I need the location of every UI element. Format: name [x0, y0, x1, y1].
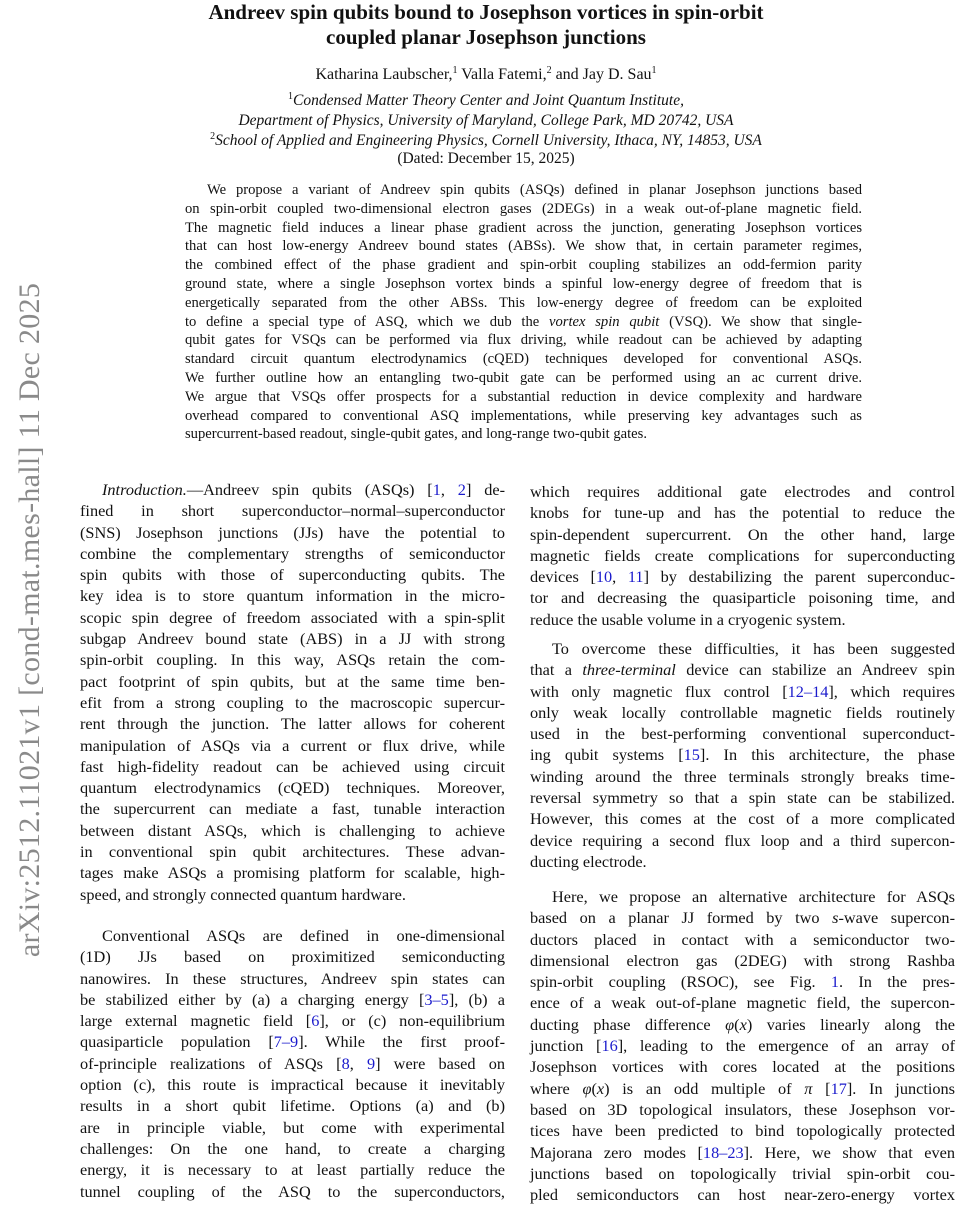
citation-link[interactable]: 1 [830, 972, 839, 992]
text-line [530, 566, 955, 587]
text-segment: ( [734, 1014, 740, 1034]
citation-link[interactable]: 7–9 [273, 1032, 299, 1052]
text-line: manipulation of ASQs via a current or flux drive, while [80, 735, 505, 755]
text-segment: [ [812, 1078, 831, 1098]
text-line: ducting electrode. [530, 851, 647, 871]
text-segment: ) varies linearly along the [746, 1014, 955, 1034]
text-line: on spin-orbit coupled two-dimensional electron gases (2DEGs) in a weak out-of-plane magnetic field. [185, 200, 862, 217]
text-line: in conventional spin qubit architectures. These advan- [80, 842, 505, 862]
affiliation-text: Department of Physics, University of Maryland, College Park, MD 20742, USA [238, 112, 734, 129]
text-line: based on 3D topological insulators, these Josephson vor- [530, 1099, 955, 1119]
arxiv-identifier: arXiv:2512.11021v1 [cond-mat.mes-hall] 11 Dec 2025 [13, 282, 46, 958]
text-line: only weak locally controllable magnetic fields routinely [530, 702, 955, 722]
text-line: the supercurrent can mediate a fast, tunable interaction [80, 799, 505, 819]
text-segment: ], leading to the emergence of an array of [617, 1036, 955, 1056]
text-line: device requiring a second flux loop and a third supercon- [530, 830, 955, 850]
text-line: the combined effect of the phase gradient and spin-orbit coupling stabilizes an odd-fermion parity [185, 257, 862, 274]
author-name: Valla Fatemi, [461, 66, 547, 83]
text-line: subgap Andreev bound state (ABS) in a JJ with strong [80, 629, 505, 649]
text-segment: ducting phase difference [530, 1014, 726, 1034]
text-line: speed, and strongly connected quantum hardware. [80, 884, 406, 904]
text-segment: where [530, 1078, 583, 1098]
text-segment: ]. In junctions [846, 1078, 955, 1098]
text-line: pled semiconductors can host near-zero-energy vortex [530, 1185, 955, 1205]
affiliation-line [0, 111, 972, 131]
text-segment: devices [ [530, 567, 596, 587]
text-line [530, 659, 955, 680]
text-segment: , [349, 1053, 367, 1073]
text-line: The magnetic field induces a linear phase gradient across the junction, generating Josephson vortices [185, 219, 862, 236]
text-segment: Majorana zero modes [ [530, 1142, 703, 1162]
affiliation-text: School of Applied and Engineering Physics, Cornell University, Ithaca, NY, 14853, USA [215, 132, 762, 149]
text-line: energetically separated from the other ABSs. This low-energy degree of freedom can be exploited [185, 294, 862, 311]
text-line [530, 744, 955, 765]
text-segment: ]. While the first proof- [298, 1032, 505, 1052]
text-segment: based on a planar JJ formed by two [530, 908, 833, 928]
citation-link[interactable]: 9 [366, 1053, 376, 1073]
text-line: Josephson vortices with cores located at the positions [530, 1057, 955, 1077]
author-name: Katharina Laubscher, [315, 66, 453, 83]
text-line: tages make ASQs a promising platform for scalable, high- [80, 863, 505, 883]
paragraph [530, 886, 955, 1205]
text-segment: large external magnetic field [ [80, 1011, 312, 1031]
text-line: rent through the junction. The latter allows for coherent [80, 714, 505, 734]
text-segment: that a [530, 660, 583, 680]
text-segment: junction [ [530, 1036, 602, 1056]
text-line [530, 1142, 955, 1163]
text-line: combine the complementary strengths of semiconductor [80, 543, 505, 563]
text-line: scopic spin degree of freedom associated with a spin-split [80, 607, 505, 627]
text-segment: ] by destabilizing the parent superconduc- [643, 567, 955, 587]
text-line: reduce the usable volume in a cryogenic system. [530, 609, 846, 629]
text-line: overhead compared to conventional ASQ implementations, while preserving key advantages such as [185, 407, 862, 424]
citation-link[interactable]: 8 [341, 1053, 350, 1073]
text-line [530, 1078, 955, 1099]
title-line: coupled planar Josephson junctions [326, 25, 646, 49]
affiliation-mark: 2 [210, 131, 216, 142]
italic-text: φ [582, 1078, 592, 1098]
text-line: ductors placed in contact with a semiconductor two- [530, 929, 955, 949]
citation-link[interactable]: 11 [627, 567, 644, 587]
text-line: junctions based on topologically trivial spin-orbit cou- [530, 1163, 955, 1183]
text-line: key idea is to store quantum information in the micro- [80, 586, 505, 606]
text-line: reversal symmetry so that a spin state can be stabilized. [530, 788, 955, 808]
text-line [80, 1053, 505, 1074]
text-line: between distant ASQs, which is challenging to achieve [80, 820, 505, 840]
text-line: standard circuit quantum electrodynamics (cQED) techniques developed for conventional ASQs. [185, 351, 862, 368]
text-segment: ]. Here, we show that even [743, 1142, 955, 1162]
text-segment: ], which requires [828, 681, 956, 701]
text-line [80, 1031, 505, 1052]
author-list [0, 66, 972, 84]
text-line: fined in short superconductor–normal–superconductor [80, 501, 505, 521]
text-line: However, this comes at the cost of a more complicated [530, 809, 955, 829]
text-line [530, 681, 955, 702]
italic-text: s [832, 908, 839, 928]
italic-text: π [804, 1078, 813, 1098]
text-line: energy, it is necessary to at least partially reduce the [80, 1160, 505, 1180]
text-line: spin-orbit coupling. In this way, ASQs retain the com- [80, 650, 505, 670]
author-affiliation-mark: 1 [651, 65, 657, 76]
text-line: tunnel coupling of the ASQ to the superconductors, [80, 1181, 505, 1201]
paragraph [530, 481, 955, 630]
text-segment: ] de- [465, 480, 505, 499]
text-segment: ] were based on [375, 1053, 506, 1073]
text-line: We argue that VSQs offer prospects for a substantial reduction in device complexity and hardware [185, 388, 862, 405]
text-segment: of-principle realizations of ASQs [ [80, 1053, 342, 1073]
text-segment: ( [591, 1078, 597, 1098]
text-line: ground state, where a single Josephson vortex binds a spinful low-energy degree of freedom that is [185, 275, 862, 292]
text-line: supercurrent-based readout, single-qubit gates, and long-range two-qubit gates. [185, 426, 647, 443]
text-line: To overcome these difficulties, it has been suggested [552, 639, 955, 658]
citation-link[interactable]: 1 [432, 480, 441, 499]
text-line: fast high-fidelity readout can be achieved using circuit [80, 756, 505, 776]
italic-text: three-terminal [582, 660, 676, 680]
date-line: (Dated: December 15, 2025) [397, 150, 575, 167]
italic-text: x [596, 1078, 605, 1098]
citation-link[interactable]: 16 [601, 1036, 618, 1056]
italic-text: Introduction. [102, 480, 187, 499]
text-line: nanowires. In these structures, Andreev spin states can [80, 968, 505, 988]
citation-link[interactable]: 18–23 [702, 1142, 744, 1162]
paragraph [80, 925, 505, 1202]
text-line: We propose a variant of Andreev spin qubits (ASQs) defined in planar Josephson junctions based [207, 182, 862, 198]
text-line [530, 971, 955, 992]
text-segment: -wave supercon- [838, 908, 955, 928]
text-segment: ) is an odd multiple of [604, 1078, 805, 1098]
affiliation-mark: 1 [288, 91, 294, 102]
citation-link[interactable]: 17 [830, 1078, 847, 1098]
text-segment: , [612, 567, 628, 587]
text-segment: with only magnetic flux control [ [530, 681, 788, 701]
text-line: spin-dependent supercurrent. On the other hand, large [530, 524, 955, 544]
text-line [530, 1014, 955, 1035]
text-line: We further outline how an entangling two-qubit gate can be performed using an ac current drive. [185, 369, 862, 386]
text-line: knobs for tune-up and has the potential to reduce the [530, 503, 955, 523]
text-line: Here, we propose an alternative architecture for ASQs [552, 887, 955, 906]
affiliation-line [0, 91, 972, 111]
text-line: option (c), this route is impractical because it inevitably [80, 1075, 505, 1095]
italic-text: x [739, 1014, 747, 1034]
citation-link[interactable]: 3–5 [424, 989, 449, 1009]
citation-link[interactable]: 15 [683, 745, 700, 765]
text-line: results in a short qubit lifetime. Options (a) and (b) [80, 1096, 505, 1116]
text-line: magnetic fields create complications for superconducting [530, 545, 955, 565]
affiliations [0, 91, 972, 151]
text-segment: to define a special type of ASQ, which we dub the [185, 313, 549, 330]
affiliation-line [0, 131, 972, 151]
text-line: (SNS) Josephson junctions (JJs) have the potential to [80, 522, 505, 542]
text-line: are in principle viable, but come with experimental [80, 1117, 505, 1137]
citation-link[interactable]: 6 [311, 1011, 320, 1031]
author-affiliation-mark: 1 [452, 65, 458, 76]
text-line: qubit gates for VSQs can be performed via flux driving, while readout can be achieved by adapting [185, 332, 862, 349]
text-line [530, 907, 955, 928]
text-segment: ]. In this architecture, the phase [699, 745, 955, 765]
author-name: and Jay D. Sau [555, 66, 652, 83]
citation-link[interactable]: 10 [595, 567, 613, 587]
abstract [185, 181, 862, 444]
text-line: dimensional electron gas (2DEG) with strong Rashba [530, 950, 955, 970]
text-line: efit from a strong coupling to the macroscopic supercur- [80, 692, 505, 712]
text-line [80, 479, 505, 500]
paragraph [80, 479, 505, 905]
text-line: used in the best-performing conventional superconduct- [530, 724, 955, 744]
title-line: Andreev spin qubits bound to Josephson vortices in spin-orbit [208, 0, 764, 24]
text-line: winding around the three terminals strongly breaks time- [530, 766, 955, 786]
text-line: spin qubits with those of superconducting qubits. The [80, 565, 505, 585]
affiliation-text: Condensed Matter Theory Center and Joint Quantum Institute, [293, 92, 684, 109]
text-segment: device can stabilize an Andreev spin [675, 660, 955, 680]
text-segment: . In the pres- [839, 972, 955, 992]
text-line: pact footprint of spin qubits, but at the same time ben- [80, 671, 505, 691]
italic-text: vortex spin qubit [549, 313, 660, 330]
text-segment: spin-orbit coupling (RSOC), see Fig. [530, 972, 831, 992]
text-segment: ing qubit systems [ [530, 745, 684, 765]
text-line: quantum electrodynamics (cQED) techniques. Moreover, [80, 778, 505, 798]
text-line: that can host low-energy Andreev bound states (ABSs). We show that, in certain parameter regimes, [185, 238, 862, 255]
text-line: which requires additional gate electrodes and control [530, 482, 955, 501]
text-line: ence of a weak out-of-plane magnetic field, the supercon- [530, 993, 955, 1013]
text-line: (1D) JJs based on proximitized semiconducting [80, 947, 505, 967]
text-segment: (VSQ). We show that single- [659, 313, 862, 330]
text-segment: quasiparticle population [ [80, 1032, 274, 1052]
author-affiliation-mark: 2 [546, 65, 552, 76]
text-line [80, 1010, 505, 1031]
text-segment: —Andreev spin qubits (ASQs) [ [186, 480, 433, 499]
text-line [530, 1035, 955, 1056]
text-line: Conventional ASQs are defined in one-dimensional [102, 926, 505, 945]
paper-title [120, 0, 852, 50]
text-line: tor and decreasing the quasiparticle poisoning time, and [530, 588, 955, 608]
italic-text: φ [725, 1014, 735, 1034]
text-line: tices have been predicted to bind topologically protected [530, 1121, 955, 1141]
citation-link[interactable]: 12–14 [787, 681, 829, 701]
citation-link[interactable]: 2 [457, 480, 466, 499]
text-line [185, 313, 862, 332]
text-segment: ], or (c) non-equilibrium [319, 1011, 505, 1031]
text-line: challenges: On the one hand, to create a charging [80, 1138, 505, 1158]
text-segment: ], (b) a [448, 989, 505, 1009]
text-segment: , [440, 480, 458, 499]
text-line [80, 989, 505, 1010]
paragraph [530, 638, 955, 872]
text-segment: be stabilized either by (a) a charging energy [ [80, 989, 425, 1009]
